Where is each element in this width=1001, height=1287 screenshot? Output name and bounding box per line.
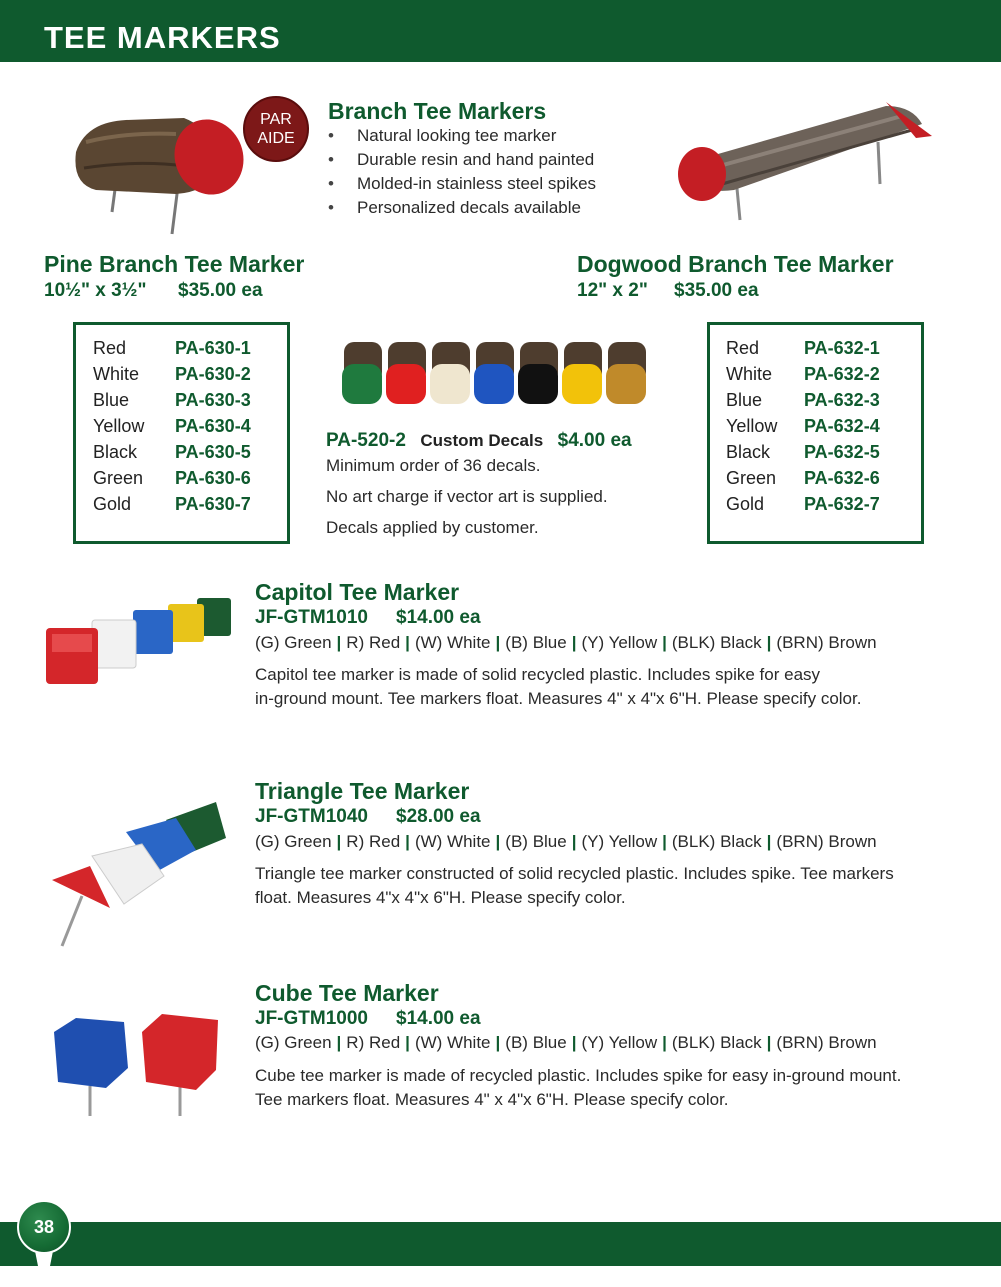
decal-swatch <box>386 364 426 404</box>
triangle-sku: JF-GTM1040 <box>255 806 368 827</box>
capitol-marker-image <box>42 594 238 690</box>
triangle-title: Triangle Tee Marker <box>255 778 470 804</box>
branch-bullets <box>328 124 596 220</box>
pine-title: Pine Branch Tee Marker <box>44 251 305 277</box>
capitol-sku: JF-GTM1010 <box>255 607 368 628</box>
capitol-description: Capitol tee marker is made of solid recycled plastic. Includes spike for easy in-ground mount. Tee markers float. Measures 4" x 4"x 6"H. Please specify color. <box>255 665 862 708</box>
decals-name: Custom Decals <box>420 431 544 450</box>
triangle-description: Triangle tee marker constructed of solid recycled plastic. Includes spike. Tee markers float. Measures 4"x 4"x 6"H. Please specify color. <box>255 864 894 907</box>
pine-branch-image <box>66 112 250 240</box>
decal-swatch <box>518 364 558 404</box>
page-title: TEE MARKERS <box>44 20 281 55</box>
cube-sku: JF-GTM1000 <box>255 1008 368 1029</box>
decals-line: No art charge if vector art is supplied. <box>326 487 608 506</box>
triangle-marker-image <box>46 800 232 950</box>
capitol-price: $14.00 ea <box>396 607 481 628</box>
decal-swatch <box>474 364 514 404</box>
decal-swatch <box>606 364 646 404</box>
triangle-price: $28.00 ea <box>396 806 481 827</box>
decals-price: $4.00 ea <box>557 430 632 451</box>
cube-description: Cube tee marker is made of recycled plastic. Includes spike for easy in-ground mount. Tee markers float. Measures 4" x 4"x 6"H. Please specify color. <box>255 1066 902 1109</box>
pine-size: 10½" x 3½" <box>44 280 147 301</box>
dogwood-sku-table: Red PA-632-1 White PA-632-2 Blue PA-632-3 Yellow PA-632-4 Black PA-632-5 Green PA-632-6 Gold PA-632-7 <box>707 322 924 544</box>
dogwood-branch-image <box>672 98 938 223</box>
bullet-item: • Natural looking tee marker <box>328 124 596 148</box>
decal-swatches-image <box>340 340 658 410</box>
cube-title: Cube Tee Marker <box>255 980 439 1006</box>
decals-heading <box>326 430 632 452</box>
par-aide-logo: PAR AIDE <box>243 96 309 162</box>
pine-sku-table: Red PA-630-1 White PA-630-2 Blue PA-630-3 Yellow PA-630-4 Black PA-630-5 Green PA-630-6 Gold PA-630-7 <box>73 322 290 544</box>
bullet-item: • Durable resin and hand painted <box>328 148 596 172</box>
footer-bar <box>0 1222 1001 1266</box>
decal-swatch <box>562 364 602 404</box>
dogwood-price: $35.00 ea <box>674 280 759 301</box>
cube-price: $14.00 ea <box>396 1008 481 1029</box>
bullet-item: • Molded-in stainless steel spikes <box>328 172 596 196</box>
triangle-colors: (G) Green | R) Red | (W) White | (B) Blue | (Y) Yellow | (BLK) Black | (BRN) Brown <box>255 832 877 851</box>
capitol-colors: (G) Green | R) Red | (W) White | (B) Blue | (Y) Yellow | (BLK) Black | (BRN) Brown <box>255 633 877 652</box>
dogwood-title: Dogwood Branch Tee Marker <box>577 251 894 277</box>
page-number: 38 <box>33 1217 55 1237</box>
branch-title: Branch Tee Markers <box>328 98 547 124</box>
bullet-item: • Personalized decals available <box>328 196 596 220</box>
decal-swatch <box>430 364 470 404</box>
pine-price: $35.00 ea <box>178 280 263 301</box>
dogwood-size: 12" x 2" <box>577 280 648 301</box>
page-number-badge <box>17 1200 71 1254</box>
cube-colors: (G) Green | R) Red | (W) White | (B) Blue | (Y) Yellow | (BLK) Black | (BRN) Brown <box>255 1033 877 1052</box>
cube-marker-image <box>46 1010 224 1118</box>
capitol-title: Capitol Tee Marker <box>255 579 460 605</box>
decals-line: Decals applied by customer. <box>326 518 539 537</box>
decals-sku: PA-520-2 <box>326 430 406 451</box>
decal-swatch <box>342 364 382 404</box>
decals-line: Minimum order of 36 decals. <box>326 456 541 475</box>
